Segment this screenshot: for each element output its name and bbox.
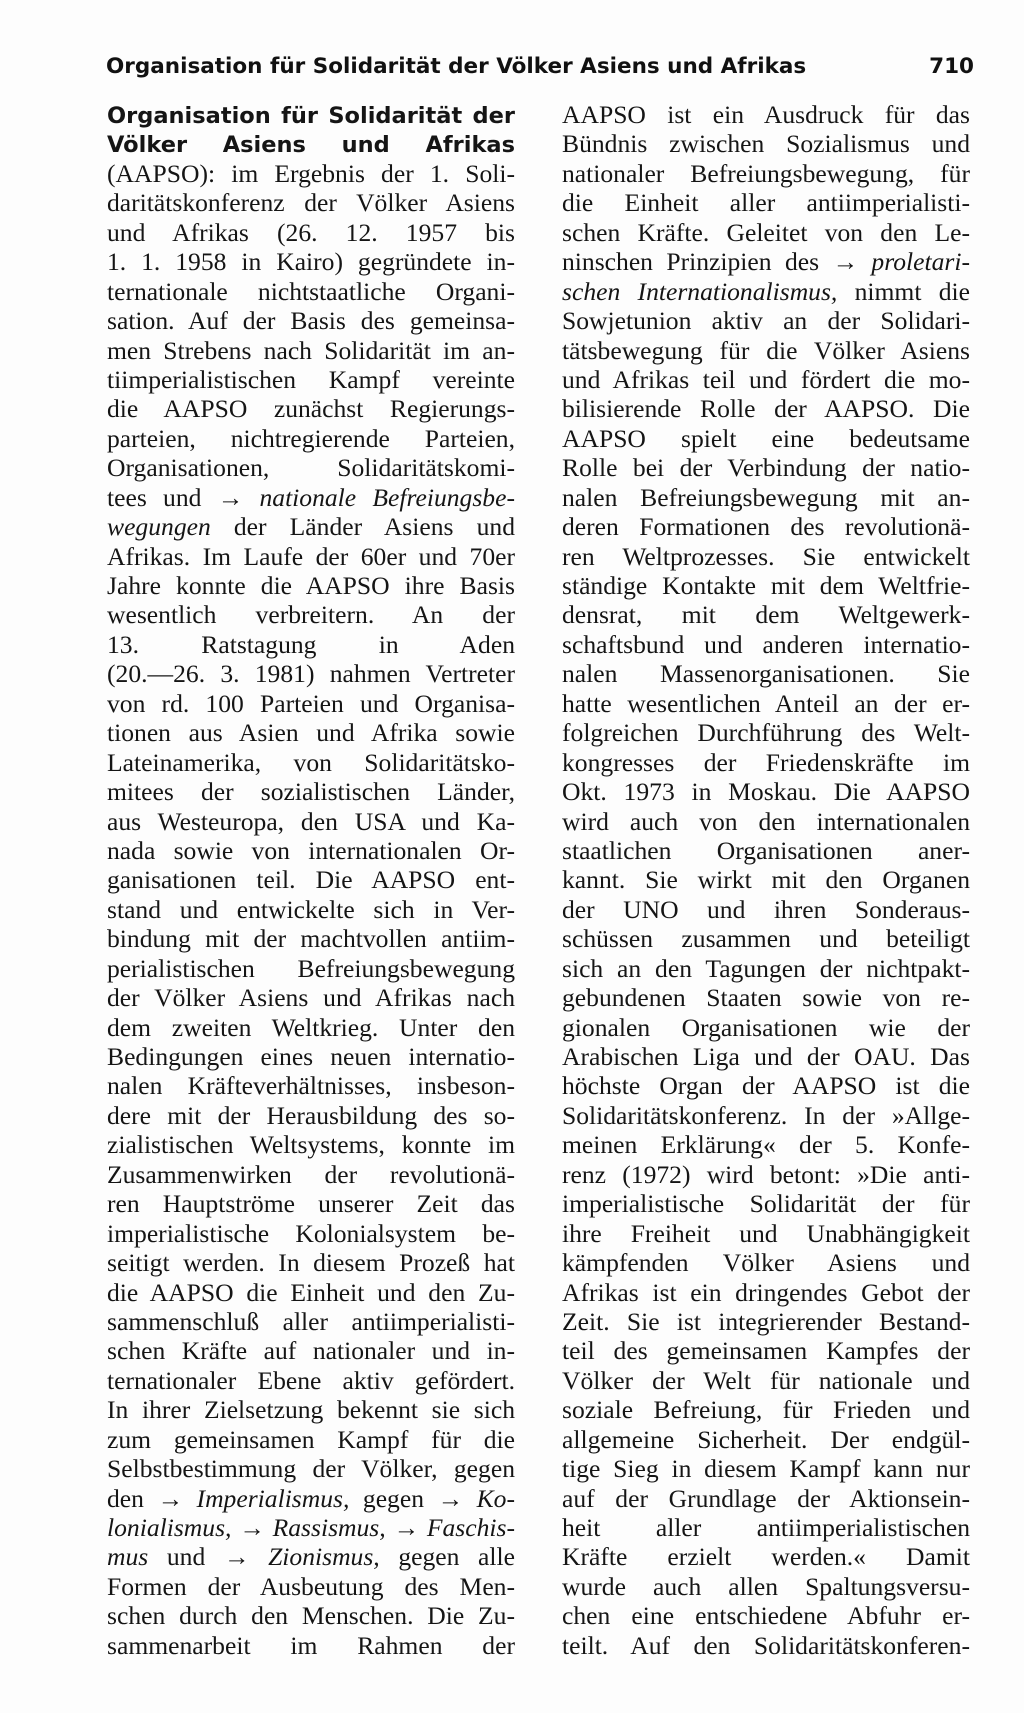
text-line <box>562 718 970 747</box>
body-text: 13. Ratstagung in Aden <box>107 629 515 659</box>
text-line <box>107 1631 515 1660</box>
body-text: und Afrikas (26. 12. 1957 bis <box>107 217 515 247</box>
body-text: Zusammenwirken der revolutionä- <box>107 1159 515 1189</box>
body-text: Rolle bei der Verbindung der natio- <box>562 453 970 483</box>
body-text: seitigt werden. In diesem Prozeß hat <box>107 1248 515 1278</box>
body-text: → <box>231 1513 273 1542</box>
text-line <box>107 571 515 600</box>
text-line <box>107 277 515 306</box>
body-text: bindung mit der machtvollen antiim- <box>107 924 515 954</box>
body-text: von rd. 100 Parteien und Organisa- <box>107 688 515 718</box>
body-text: Afrikas. Im Laufe der 60er und 70er <box>107 541 515 571</box>
text-line <box>107 777 515 806</box>
right-column <box>562 100 970 1660</box>
body-text: heit aller antiimperialistischen <box>562 1513 970 1542</box>
text-line <box>562 159 970 188</box>
body-text: nalen Massenorganisationen. Sie <box>562 659 970 689</box>
body-text: Solidaritätskonferenz. In der »Allge- <box>562 1100 970 1130</box>
cross-reference-text: proletari- <box>871 247 970 277</box>
text-line <box>562 571 970 600</box>
text-line <box>562 1189 970 1218</box>
body-text: deren Formationen des revolutionä- <box>562 512 970 542</box>
text-line <box>107 1071 515 1100</box>
body-text: nalen Befreiungsbewegung mit an- <box>562 482 970 512</box>
body-text: imperialistische Kolonialsystem be- <box>107 1218 515 1248</box>
body-text: gegen alle <box>379 1542 515 1572</box>
text-line <box>107 1042 515 1071</box>
text-line <box>562 277 970 306</box>
body-text: bilisierende Rolle der AAPSO. Die <box>562 394 970 424</box>
body-text: sich an den Tagungen der nichtpakt- <box>562 953 970 983</box>
body-text: Organisationen, Solidaritätskomi- <box>107 453 515 483</box>
body-text: → <box>385 1513 427 1542</box>
text-line <box>107 1307 515 1336</box>
text-line <box>562 188 970 217</box>
body-text: hatte wesentlichen Anteil an der er- <box>562 688 970 718</box>
text-line <box>107 659 515 688</box>
body-text: der UNO und ihren Sonderaus- <box>562 894 970 924</box>
cross-reference-text: nationale Befreiungsbe- <box>259 482 515 512</box>
text-line <box>562 748 970 777</box>
text-line <box>107 1572 515 1601</box>
text-line <box>562 306 970 335</box>
body-text: Sowjetunion aktiv an der Solidari- <box>562 306 970 336</box>
text-line <box>107 394 515 423</box>
text-line <box>562 1484 970 1513</box>
text-line <box>107 336 515 365</box>
text-line <box>107 483 515 512</box>
body-text: folgreichen Durchführung des Welt- <box>562 718 970 748</box>
text-line <box>562 100 970 129</box>
text-line <box>562 1042 970 1071</box>
body-text: Selbstbestimmung der Völker, gegen <box>107 1454 515 1484</box>
cross-reference-text: Zionismus, <box>268 1542 380 1572</box>
body-text: tionen aus Asien und Afrika sowie <box>107 718 515 748</box>
body-text: höchste Organ der AAPSO ist die <box>562 1071 970 1101</box>
text-line <box>562 1395 970 1424</box>
body-text: Afrikas ist ein dringendes Gebot der <box>562 1277 970 1307</box>
text-line <box>562 895 970 924</box>
body-text: Zeit. Sie ist integrierender Bestand- <box>562 1306 970 1336</box>
text-line <box>107 542 515 571</box>
text-line <box>107 306 515 335</box>
text-line <box>107 247 515 276</box>
body-text: ren Hauptströme unserer Zeit das <box>107 1189 515 1219</box>
body-text: 1. 1. 1958 in Kairo) gegründete in- <box>107 247 515 277</box>
text-line <box>562 129 970 158</box>
text-line <box>107 1101 515 1130</box>
body-text: die Einheit aller antiimperialisti- <box>562 188 970 218</box>
body-text: men Strebens nach Solidarität im an- <box>107 335 515 365</box>
body-text: perialistischen Befreiungsbewegung <box>107 953 515 983</box>
text-line <box>562 453 970 482</box>
body-text: Bündnis zwischen Sozialismus und <box>562 129 970 159</box>
body-text: schen Kräfte. Geleitet von den Le- <box>562 217 970 247</box>
body-text: gebundenen Staaten sowie von re- <box>562 983 970 1013</box>
body-text: tätsbewegung für die Völker Asiens <box>562 335 970 365</box>
text-line <box>562 1219 970 1248</box>
text-line <box>107 1395 515 1424</box>
text-line <box>107 365 515 394</box>
body-text: ternationaler Ebene aktiv gefördert. <box>107 1365 515 1395</box>
text-line <box>107 1484 515 1513</box>
text-line <box>562 777 970 806</box>
text-line <box>562 512 970 541</box>
body-text: der Länder Asiens und <box>210 512 515 542</box>
body-text: renz (1972) wird betont: »Die anti- <box>562 1159 970 1189</box>
body-text: ninschen Prinzipien des → <box>562 247 872 277</box>
text-line <box>107 718 515 747</box>
body-text: der Völker Asiens und Afrikas nach <box>107 983 515 1013</box>
body-text: allgemeine Sicherheit. Der endgül- <box>562 1424 970 1454</box>
body-text: AAPSO spielt eine bedeutsame <box>562 423 970 453</box>
text-line <box>562 659 970 688</box>
body-text: Jahre konnte die AAPSO ihre Basis <box>107 571 515 600</box>
body-text: schen Kräfte auf nationaler und in- <box>107 1336 515 1366</box>
body-text: ständige Kontakte mit dem Weltfrie- <box>562 571 970 600</box>
text-line <box>562 1366 970 1395</box>
text-line <box>107 453 515 482</box>
text-line <box>562 365 970 394</box>
text-line <box>107 954 515 983</box>
body-text: schen durch den Menschen. Die Zu- <box>107 1601 515 1631</box>
body-text: imperialistische Solidarität der für <box>562 1189 970 1219</box>
text-line <box>562 689 970 718</box>
cross-reference-text: Ko- <box>476 1483 515 1513</box>
page-number: 710 <box>929 54 974 79</box>
text-line <box>562 1101 970 1130</box>
body-text: wurde auch allen Spaltungsversu- <box>562 1571 970 1601</box>
body-text: densrat, mit dem Weltgewerk- <box>562 600 970 630</box>
cross-reference-text: wegungen <box>107 512 211 542</box>
cross-reference-text: schen Internationalismus, <box>562 276 838 306</box>
text-line <box>107 865 515 894</box>
body-text: In ihrer Zielsetzung bekennt sie sich <box>107 1395 515 1425</box>
body-text: (20.—26. 3. 1981) nahmen Vertreter <box>107 659 515 689</box>
body-text: tees und → <box>107 482 260 512</box>
body-text: kannt. Sie wirkt mit den Organen <box>562 865 970 895</box>
text-line <box>107 1366 515 1395</box>
body-text: die AAPSO die Einheit und den Zu- <box>107 1277 515 1307</box>
body-text: teil des gemeinsamen Kampfes der <box>562 1336 970 1366</box>
body-text: Völker der Welt für nationale und <box>562 1365 970 1395</box>
text-line <box>562 394 970 423</box>
text-line <box>107 748 515 777</box>
text-line <box>107 600 515 629</box>
text-line <box>562 1307 970 1336</box>
text-line <box>562 1631 970 1660</box>
text-line <box>107 1248 515 1277</box>
body-text: mitees der sozialistischen Länder, <box>107 777 515 807</box>
body-text: dem zweiten Weltkrieg. Unter den <box>107 1012 515 1042</box>
text-line <box>562 1160 970 1189</box>
text-line <box>107 1278 515 1307</box>
running-head-title: Organisation für Solidarität der Völker Asiens und Afrikas <box>106 54 807 79</box>
text-line <box>562 630 970 659</box>
body-text: ihre Freiheit und Unabhängigkeit <box>562 1218 970 1248</box>
body-text: gegen → <box>349 1483 477 1513</box>
body-text: sation. Auf der Basis des gemeinsa- <box>107 306 515 336</box>
text-line <box>562 1513 970 1542</box>
text-line <box>562 1071 970 1100</box>
text-line <box>107 100 515 129</box>
cross-reference-text: Rassismus, <box>272 1513 386 1542</box>
text-line <box>107 1160 515 1189</box>
body-text: nationaler Befreiungsbewegung, für <box>562 158 970 188</box>
body-text: wird auch von den internationalen <box>562 806 970 836</box>
body-text: meinen Erklärung« der 5. Konfe- <box>562 1130 970 1160</box>
headword-text: Organisation für Solidarität der <box>107 103 515 129</box>
body-text: zum gemeinsamen Kampf für die <box>107 1424 515 1454</box>
body-text: zialistischen Weltsystems, konnte im <box>107 1130 515 1160</box>
text-line <box>562 1013 970 1042</box>
body-text: dere mit der Herausbildung des so- <box>107 1100 515 1130</box>
text-line <box>107 983 515 1012</box>
text-line <box>107 512 515 541</box>
headword-text: Völker Asiens und Afrikas <box>107 132 515 159</box>
text-line <box>107 630 515 659</box>
body-text: schaftsbund und anderen internatio- <box>562 629 970 659</box>
body-text: staatlichen Organisationen aner- <box>562 835 970 865</box>
cross-reference-text: mus <box>107 1542 149 1572</box>
body-text: Arabischen Liga und der OAU. Das <box>562 1042 970 1071</box>
body-text: AAPSO ist ein Ausdruck für das <box>562 100 970 129</box>
body-text: schüssen zusammen und beteiligt <box>562 924 970 954</box>
text-line <box>107 1130 515 1159</box>
text-line <box>107 1336 515 1365</box>
body-text: ganisationen teil. Die AAPSO ent- <box>107 865 515 895</box>
text-line <box>562 924 970 953</box>
text-line <box>562 336 970 365</box>
body-text: chen eine entschiedene Abfuhr er- <box>562 1601 970 1631</box>
body-text: Lateinamerika, von Solidaritätsko- <box>107 747 515 777</box>
text-line <box>107 1013 515 1042</box>
body-text: ren Weltprozesses. Sie entwickelt <box>562 541 970 571</box>
text-line <box>562 424 970 453</box>
text-line <box>107 1219 515 1248</box>
text-line <box>562 542 970 571</box>
text-line <box>107 129 515 158</box>
text-line <box>562 1336 970 1365</box>
text-line <box>107 689 515 718</box>
body-text: Okt. 1973 in Moskau. Die AAPSO <box>562 777 970 807</box>
text-line <box>562 954 970 983</box>
text-line <box>562 836 970 865</box>
text-line <box>107 159 515 188</box>
body-text: daritätskonferenz der Völker Asiens <box>107 188 515 218</box>
text-line <box>562 807 970 836</box>
body-text: kongresses der Friedenskräfte im <box>562 747 970 777</box>
body-text: soziale Befreiung, für Frieden und <box>562 1395 970 1425</box>
text-line <box>562 983 970 1012</box>
text-line <box>107 895 515 924</box>
text-line <box>107 218 515 247</box>
body-text: und Afrikas teil und fördert die mo- <box>562 364 970 394</box>
body-text: Bedingungen eines neuen internatio- <box>107 1042 515 1071</box>
body-text: und → <box>148 1542 269 1572</box>
text-line <box>562 483 970 512</box>
body-text: parteien, nichtregierende Parteien, <box>107 423 515 453</box>
cross-reference-text: lonialismus, <box>107 1513 232 1542</box>
text-line <box>107 188 515 217</box>
body-text: aus Westeuropa, den USA und Ka- <box>107 806 515 836</box>
cross-reference-text: Faschis- <box>426 1513 515 1542</box>
text-line <box>562 247 970 276</box>
body-text: tiimperialistischen Kampf vereinte <box>107 364 515 394</box>
text-line <box>562 1425 970 1454</box>
body-text: nalen Kräfteverhältnisses, insbeson- <box>107 1071 515 1101</box>
body-text: nada sowie von internationalen Or- <box>107 835 515 865</box>
text-line <box>562 1601 970 1630</box>
cross-reference-text: Imperialismus, <box>196 1483 350 1513</box>
text-line <box>562 1542 970 1571</box>
text-line <box>107 1454 515 1483</box>
body-text: nimmt die <box>837 276 970 306</box>
text-line <box>107 1601 515 1630</box>
text-line <box>107 424 515 453</box>
running-head <box>106 50 974 84</box>
text-line <box>107 1513 515 1542</box>
text-line <box>562 218 970 247</box>
body-text: auf der Grundlage der Aktionsein- <box>562 1483 970 1513</box>
body-text: ternationale nichtstaatliche Organi- <box>107 276 515 306</box>
text-line <box>562 1278 970 1307</box>
text-line <box>562 1454 970 1483</box>
text-line <box>562 1130 970 1159</box>
body-text: Formen der Ausbeutung des Men- <box>107 1571 515 1601</box>
body-text: gionalen Organisationen wie der <box>562 1012 970 1042</box>
body-text: Kräfte erzielt werden.« Damit <box>562 1542 970 1572</box>
body-text: tige Sieg in diesem Kampf kann nur <box>562 1454 970 1484</box>
text-line <box>107 924 515 953</box>
left-column <box>107 100 515 1660</box>
text-line <box>562 1248 970 1277</box>
text-line <box>107 1542 515 1571</box>
body-text: kämpfenden Völker Asiens und <box>562 1248 970 1278</box>
body-text: die AAPSO zunächst Regierungs- <box>107 394 515 424</box>
body-text: stand und entwickelte sich in Ver- <box>107 894 515 924</box>
text-line <box>562 865 970 894</box>
body-text: (AAPSO): im Ergebnis der 1. Soli- <box>107 158 515 188</box>
body-text: sammenschluß aller antiimperialisti- <box>107 1306 515 1336</box>
body-text: sammenarbeit im Rahmen der <box>107 1630 515 1660</box>
text-line <box>107 807 515 836</box>
body-text: den → <box>107 1483 197 1513</box>
text-line <box>562 600 970 629</box>
text-line <box>107 1189 515 1218</box>
body-text: wesentlich verbreitern. An der <box>107 600 515 630</box>
text-line <box>107 836 515 865</box>
text-line <box>107 1425 515 1454</box>
text-line <box>562 1572 970 1601</box>
body-text: teilt. Auf den Solidaritätskonferen- <box>562 1630 970 1660</box>
